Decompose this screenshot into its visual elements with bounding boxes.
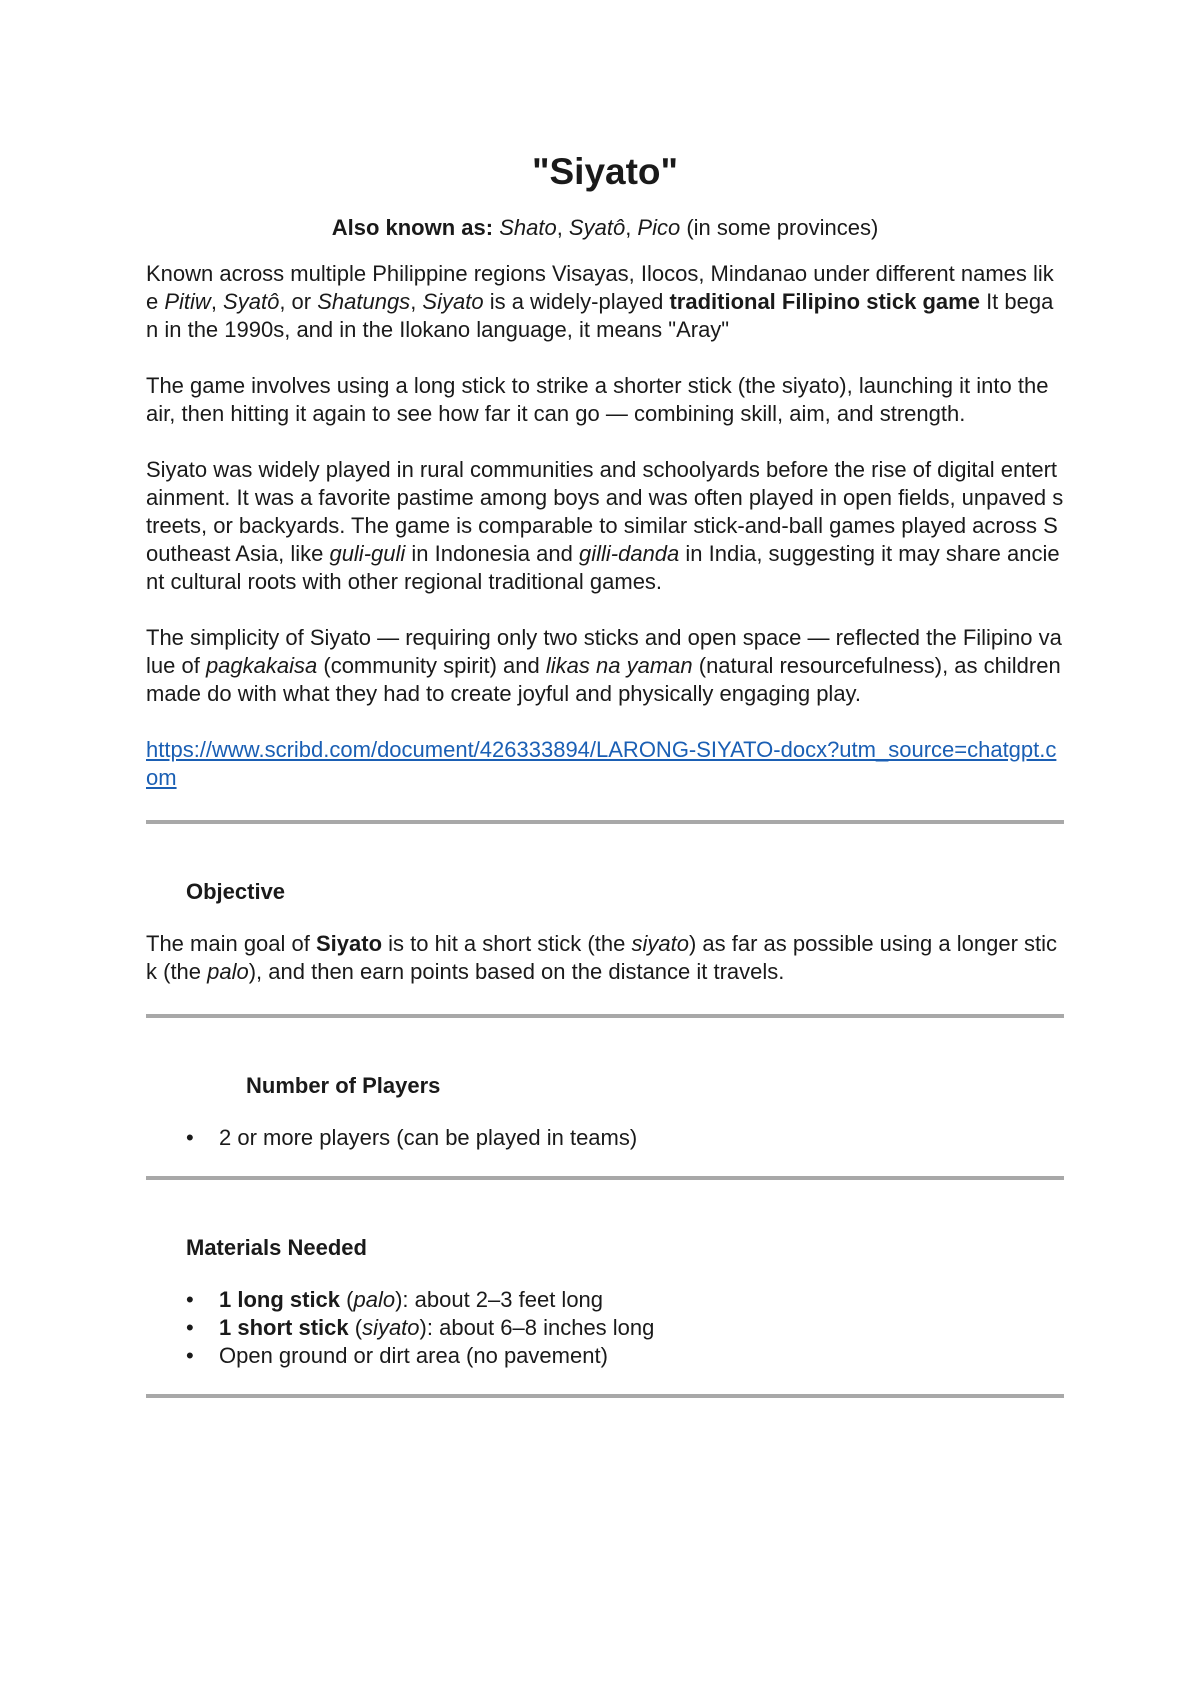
gameplay-paragraph: The game involves using a long stick to strike a shorter stick (the siyato), launching it into the air, then hitting it again to see how far it can go — combining skill, aim, and strength. — [146, 373, 1049, 426]
also-known-as — [146, 214, 1064, 242]
spacer — [146, 1100, 1064, 1124]
name-guli-guli: guli-guli — [329, 541, 406, 566]
name-siyato: Siyato — [422, 289, 484, 314]
term-pagkakaisa: pagkakaisa — [205, 653, 318, 678]
values-paragraph — [146, 624, 1064, 708]
term-siyato: siyato — [631, 931, 689, 956]
aka-sep: , — [625, 215, 638, 240]
history-paragraph — [146, 456, 1064, 596]
document-content — [146, 150, 1064, 1398]
source-link-paragraph — [146, 736, 1064, 792]
bullet-icon: • — [186, 1125, 194, 1150]
text: in India, suggesting it may share ancient cultural roots with other regional traditional games. — [146, 541, 1060, 594]
bullet-icon: • — [186, 1343, 194, 1368]
text: ( — [348, 1315, 363, 1340]
materials-heading: Materials Needed — [186, 1235, 367, 1260]
bold-siyato: Siyato — [315, 931, 383, 956]
list-item — [146, 1342, 1064, 1370]
text: ) as far as possible using a longer stick (the — [146, 931, 1058, 984]
spacer — [146, 1152, 1064, 1176]
text: ( — [340, 1287, 354, 1312]
aka-label: Also known as: — [331, 215, 494, 240]
aka-name-syato: Syatô — [568, 215, 626, 240]
bold-traditional-game: traditional Filipino stick game — [669, 289, 980, 314]
aka-name-pico: Pico — [637, 215, 681, 240]
bold-short-stick: 1 short stick — [219, 1315, 349, 1340]
source-link[interactable]: https://www.scribd.com/document/426333894/LARONG-SIYATO-docx?utm_source=chatgpt.com — [146, 737, 1057, 790]
section-divider — [146, 1394, 1064, 1398]
bullet-icon: • — [186, 1315, 194, 1340]
intro-paragraph — [146, 260, 1064, 344]
text: Known across multiple Philippine regions Visayas, Ilocos, Mindanao under different names like — [146, 261, 1054, 314]
term-siyato: siyato — [362, 1315, 420, 1340]
name-gilli-danda: gilli-danda — [578, 541, 680, 566]
players-heading: Number of Players — [246, 1073, 441, 1098]
text: is a widely-played — [483, 289, 670, 314]
list-item — [146, 1124, 1064, 1152]
aka-sep: , — [556, 215, 569, 240]
spacer — [146, 1370, 1064, 1394]
spacer — [146, 824, 1064, 878]
text: ): about 2–3 feet long — [395, 1287, 604, 1312]
text: (natural resourcefulness), as children made do with what they had to create joyful and physically engaging play. — [146, 653, 1061, 706]
materials-list — [146, 1286, 1064, 1370]
text: , — [210, 289, 224, 314]
text: The main goal of — [146, 931, 316, 956]
text: (community spirit) and — [317, 653, 546, 678]
text: It began in the 1990s, and in the Ilokano language, it means "Aray" — [146, 289, 1054, 342]
players-list — [146, 1124, 1064, 1152]
materials-item-text: Open ground or dirt area (no pavement) — [219, 1343, 608, 1368]
list-item — [146, 1314, 1064, 1342]
bullet-icon: • — [186, 1287, 194, 1312]
objective-paragraph — [146, 930, 1064, 986]
text: is to hit a short stick (the — [382, 931, 632, 956]
term-palo: palo — [207, 959, 249, 984]
spacer — [146, 1018, 1064, 1072]
text: Siyato was widely played in rural communities and schoolyards before the rise of digital entertainment. It was a favorite pastime among boys and was often played in open fields, unpaved streets, or backyards. The game is comparable to similar stick-and-ball games played across Southeast Asia, like — [146, 457, 1064, 566]
name-syato: Syatô — [223, 289, 280, 314]
term-likas-na-yaman: likas na yaman — [545, 653, 693, 678]
term-palo: palo — [353, 1287, 396, 1312]
spacer — [146, 1262, 1064, 1286]
name-shatungs: Shatungs — [317, 289, 411, 314]
objective-heading: Objective — [186, 879, 286, 904]
text: ): about 6–8 inches long — [419, 1315, 655, 1340]
document-title: "Siyato" — [531, 151, 679, 192]
players-item-text: 2 or more players (can be played in teams) — [219, 1125, 638, 1150]
aka-suffix: (in some provinces) — [680, 215, 879, 240]
text: , — [410, 289, 423, 314]
aka-name-shato: Shato — [499, 215, 557, 240]
spacer — [146, 1180, 1064, 1234]
text: in Indonesia and — [405, 541, 579, 566]
text: ), and then earn points based on the distance it travels. — [248, 959, 785, 984]
name-pitiw: Pitiw — [164, 289, 211, 314]
list-item — [146, 1286, 1064, 1314]
bold-long-stick: 1 long stick — [219, 1287, 341, 1312]
text: The simplicity of Siyato — requiring only two sticks and open space — reflected the Filipino value of — [146, 625, 1062, 678]
text: , or — [279, 289, 318, 314]
spacer — [146, 906, 1064, 930]
